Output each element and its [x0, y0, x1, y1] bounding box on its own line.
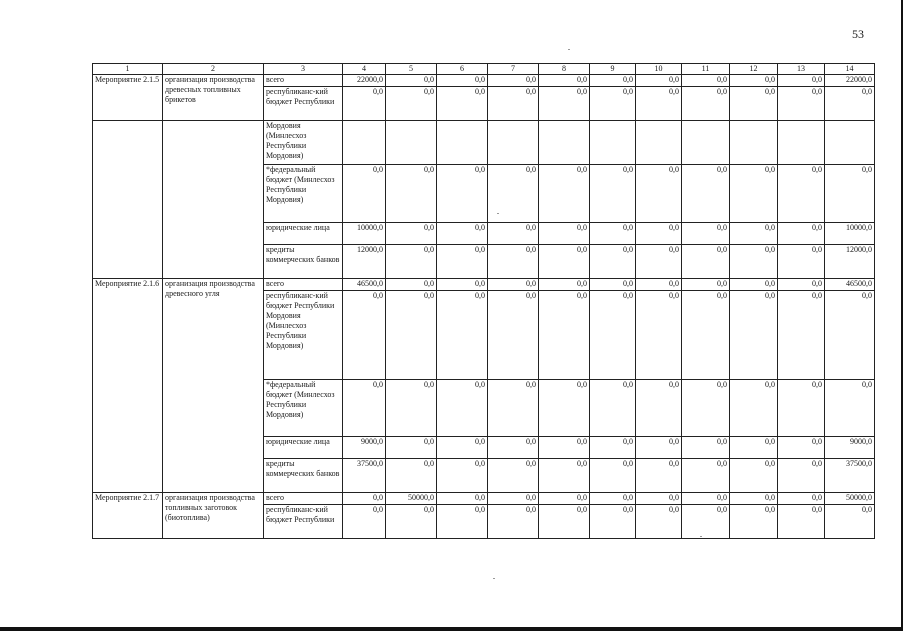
amount-cell: 0,0 [778, 493, 825, 505]
amount-cell: 0,0 [386, 165, 437, 223]
funding-source-cell: юридические лица [264, 437, 343, 459]
amount-cell: 0,0 [539, 505, 590, 539]
amount-cell: 0,0 [539, 245, 590, 279]
amount-cell: 0,0 [778, 87, 825, 121]
amount-cell: 0,0 [636, 75, 682, 87]
amount-cell: 0,0 [636, 291, 682, 380]
amount-cell: 0,0 [386, 87, 437, 121]
amount-cell: 0,0 [682, 279, 730, 291]
amount-cell: 9000,0 [825, 437, 875, 459]
amount-cell: 0,0 [590, 493, 636, 505]
amount-cell: 0,0 [730, 459, 778, 493]
amount-cell: 0,0 [590, 87, 636, 121]
column-header: 11 [682, 64, 730, 75]
amount-cell [488, 121, 539, 165]
amount-cell: 0,0 [590, 437, 636, 459]
action-cell: организация производства древесного угля [163, 279, 264, 493]
amount-cell: 0,0 [730, 291, 778, 380]
amount-cell: 0,0 [682, 87, 730, 121]
amount-cell: 0,0 [778, 279, 825, 291]
amount-cell: 0,0 [386, 505, 437, 539]
amount-cell: 0,0 [778, 380, 825, 437]
amount-cell: 12000,0 [825, 245, 875, 279]
column-header: 9 [590, 64, 636, 75]
amount-cell: 0,0 [437, 291, 488, 380]
scan-speck [493, 578, 495, 579]
amount-cell: 0,0 [437, 245, 488, 279]
amount-cell: 0,0 [386, 437, 437, 459]
amount-cell: 9000,0 [343, 437, 386, 459]
amount-cell: 0,0 [590, 279, 636, 291]
amount-cell: 0,0 [539, 459, 590, 493]
amount-cell: 0,0 [343, 505, 386, 539]
amount-cell: 0,0 [590, 75, 636, 87]
page-number: 53 [852, 27, 864, 41]
amount-cell: 46500,0 [825, 279, 875, 291]
amount-cell: 0,0 [343, 165, 386, 223]
amount-cell: 0,0 [437, 505, 488, 539]
amount-cell: 0,0 [437, 437, 488, 459]
amount-cell: 0,0 [682, 505, 730, 539]
amount-cell: 0,0 [386, 459, 437, 493]
amount-cell: 0,0 [590, 165, 636, 223]
amount-cell: 37500,0 [343, 459, 386, 493]
funding-source-cell: кредиты коммерческих банков [264, 459, 343, 493]
column-header: 5 [386, 64, 437, 75]
amount-cell: 46500,0 [343, 279, 386, 291]
amount-cell: 0,0 [682, 223, 730, 245]
amount-cell: 37500,0 [825, 459, 875, 493]
amount-cell: 10000,0 [825, 223, 875, 245]
table-row [93, 75, 875, 87]
table-row [93, 121, 875, 165]
amount-cell: 0,0 [682, 291, 730, 380]
amount-cell [825, 121, 875, 165]
amount-cell: 0,0 [386, 75, 437, 87]
amount-cell: 0,0 [730, 223, 778, 245]
amount-cell: 0,0 [730, 75, 778, 87]
amount-cell: 0,0 [636, 165, 682, 223]
amount-cell: 0,0 [730, 437, 778, 459]
funding-source-cell: кредиты коммерческих банков [264, 245, 343, 279]
funding-source-cell: юридические лица [264, 223, 343, 245]
amount-cell [730, 121, 778, 165]
amount-cell: 0,0 [636, 459, 682, 493]
column-header: 7 [488, 64, 539, 75]
funding-source-cell: всего [264, 493, 343, 505]
amount-cell: 10000,0 [343, 223, 386, 245]
amount-cell: 0,0 [386, 279, 437, 291]
funding-source-cell: Мордовия (Минлесхоз Республики Мордовия) [264, 121, 343, 165]
amount-cell: 0,0 [488, 75, 539, 87]
amount-cell: 0,0 [488, 223, 539, 245]
column-header: 13 [778, 64, 825, 75]
amount-cell [437, 121, 488, 165]
amount-cell: 0,0 [825, 505, 875, 539]
amount-cell: 0,0 [386, 291, 437, 380]
amount-cell: 0,0 [488, 505, 539, 539]
amount-cell: 0,0 [539, 380, 590, 437]
amount-cell: 0,0 [730, 505, 778, 539]
amount-cell: 0,0 [636, 437, 682, 459]
amount-cell [343, 121, 386, 165]
amount-cell: 0,0 [778, 437, 825, 459]
table-row [93, 493, 875, 505]
amount-cell: 0,0 [825, 291, 875, 380]
amount-cell: 0,0 [539, 437, 590, 459]
amount-cell: 0,0 [682, 459, 730, 493]
table-row [93, 279, 875, 291]
scan-speck [568, 49, 570, 50]
amount-cell: 0,0 [539, 279, 590, 291]
amount-cell: 0,0 [682, 75, 730, 87]
amount-cell: 0,0 [682, 437, 730, 459]
amount-cell: 0,0 [636, 245, 682, 279]
amount-cell: 0,0 [437, 493, 488, 505]
amount-cell: 0,0 [730, 493, 778, 505]
funding-source-cell: всего [264, 279, 343, 291]
column-header: 14 [825, 64, 875, 75]
amount-cell: 0,0 [488, 291, 539, 380]
amount-cell: 0,0 [343, 493, 386, 505]
action-cell [163, 121, 264, 279]
amount-cell: 0,0 [778, 245, 825, 279]
amount-cell: 0,0 [488, 459, 539, 493]
column-header: 2 [163, 64, 264, 75]
amount-cell: 0,0 [730, 165, 778, 223]
amount-cell: 22000,0 [825, 75, 875, 87]
column-header: 12 [730, 64, 778, 75]
amount-cell: 0,0 [437, 165, 488, 223]
amount-cell: 0,0 [730, 279, 778, 291]
amount-cell: 0,0 [488, 493, 539, 505]
amount-cell: 0,0 [386, 380, 437, 437]
amount-cell [682, 121, 730, 165]
amount-cell: 0,0 [539, 493, 590, 505]
amount-cell: 0,0 [636, 223, 682, 245]
amount-cell: 0,0 [539, 223, 590, 245]
action-cell: организация производства древесных топливных брикетов [163, 75, 264, 121]
amount-cell: 0,0 [778, 291, 825, 380]
amount-cell: 0,0 [437, 87, 488, 121]
amount-cell: 0,0 [825, 165, 875, 223]
amount-cell [636, 121, 682, 165]
amount-cell: 0,0 [636, 87, 682, 121]
scan-speck [700, 536, 702, 537]
column-number-row [93, 64, 875, 75]
measure-cell: Мероприятие 2.1.7 [93, 493, 163, 539]
amount-cell [590, 121, 636, 165]
funding-source-cell: *федеральный бюджет (Минлесхоз Республики Мордовия) [264, 380, 343, 437]
amount-cell: 22000,0 [343, 75, 386, 87]
amount-cell: 0,0 [682, 380, 730, 437]
amount-cell: 0,0 [437, 75, 488, 87]
amount-cell: 0,0 [590, 291, 636, 380]
funding-source-cell: республиканс-кий бюджет Республики [264, 87, 343, 121]
amount-cell: 0,0 [636, 380, 682, 437]
amount-cell: 0,0 [488, 165, 539, 223]
amount-cell: 0,0 [488, 245, 539, 279]
funding-source-cell: республиканс-кий бюджет Республики Мордовия (Минлесхоз Республики Мордовия) [264, 291, 343, 380]
amount-cell: 0,0 [437, 279, 488, 291]
amount-cell: 0,0 [825, 380, 875, 437]
amount-cell: 0,0 [778, 459, 825, 493]
funding-source-cell: республиканс-кий бюджет Республики [264, 505, 343, 539]
column-header: 4 [343, 64, 386, 75]
amount-cell: 0,0 [488, 437, 539, 459]
amount-cell: 0,0 [590, 223, 636, 245]
column-header: 8 [539, 64, 590, 75]
measure-cell: Мероприятие 2.1.5 [93, 75, 163, 121]
amount-cell: 0,0 [488, 380, 539, 437]
amount-cell [386, 121, 437, 165]
amount-cell: 0,0 [778, 75, 825, 87]
amount-cell: 0,0 [539, 87, 590, 121]
column-header: 10 [636, 64, 682, 75]
funding-source-cell: *федеральный бюджет (Минлесхоз Республики Мордовия) [264, 165, 343, 223]
measure-cell [93, 121, 163, 279]
amount-cell: 0,0 [437, 380, 488, 437]
amount-cell: 0,0 [778, 223, 825, 245]
amount-cell: 0,0 [539, 291, 590, 380]
column-header: 3 [264, 64, 343, 75]
funding-source-cell: всего [264, 75, 343, 87]
amount-cell: 0,0 [590, 505, 636, 539]
amount-cell: 50000,0 [825, 493, 875, 505]
amount-cell: 0,0 [590, 245, 636, 279]
amount-cell: 0,0 [730, 87, 778, 121]
amount-cell: 0,0 [636, 505, 682, 539]
amount-cell: 0,0 [488, 279, 539, 291]
amount-cell: 0,0 [778, 165, 825, 223]
amount-cell: 0,0 [386, 245, 437, 279]
amount-cell: 0,0 [730, 245, 778, 279]
amount-cell: 12000,0 [343, 245, 386, 279]
amount-cell: 0,0 [825, 87, 875, 121]
amount-cell: 0,0 [682, 165, 730, 223]
budget-table [92, 63, 875, 539]
amount-cell: 0,0 [730, 380, 778, 437]
amount-cell: 0,0 [386, 223, 437, 245]
amount-cell: 0,0 [636, 279, 682, 291]
amount-cell: 0,0 [343, 291, 386, 380]
amount-cell [539, 121, 590, 165]
amount-cell: 0,0 [590, 380, 636, 437]
action-cell: организация производства топливных заготовок (биотоплива) [163, 493, 264, 539]
scan-speck [497, 213, 499, 214]
table-body [93, 75, 875, 539]
amount-cell: 0,0 [437, 459, 488, 493]
column-header: 6 [437, 64, 488, 75]
amount-cell: 0,0 [682, 245, 730, 279]
amount-cell: 0,0 [590, 459, 636, 493]
amount-cell: 0,0 [539, 75, 590, 87]
amount-cell: 0,0 [636, 493, 682, 505]
amount-cell: 0,0 [343, 380, 386, 437]
column-header: 1 [93, 64, 163, 75]
amount-cell: 50000,0 [386, 493, 437, 505]
amount-cell: 0,0 [343, 87, 386, 121]
measure-cell: Мероприятие 2.1.6 [93, 279, 163, 493]
amount-cell: 0,0 [437, 223, 488, 245]
amount-cell: 0,0 [488, 87, 539, 121]
amount-cell: 0,0 [539, 165, 590, 223]
amount-cell: 0,0 [682, 493, 730, 505]
amount-cell: 0,0 [778, 505, 825, 539]
amount-cell [778, 121, 825, 165]
